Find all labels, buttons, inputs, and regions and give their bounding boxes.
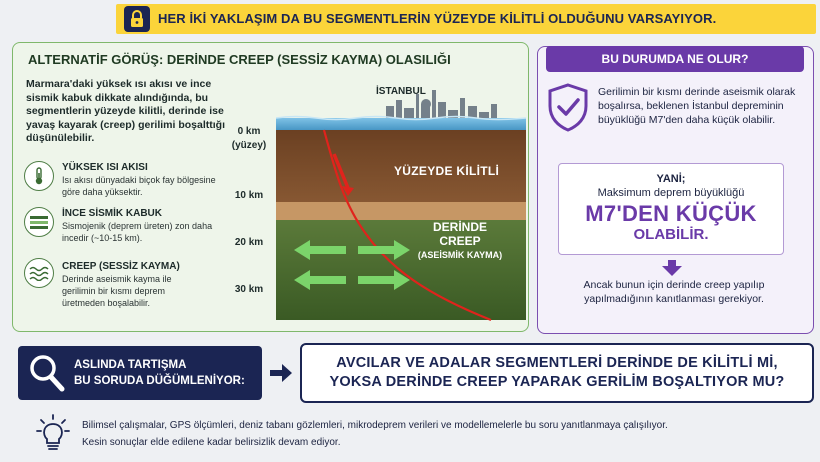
thermometer-icon: [24, 161, 54, 191]
summary-highlight: M7'DEN KÜÇÜK: [585, 201, 757, 226]
footer-line: Kesin sonuçlar elde edilene kadar belirsizlik devam ediyor.: [82, 437, 341, 448]
consequence-tab: [546, 46, 804, 72]
fault-cross-section: [276, 84, 526, 324]
magnifier-icon: [28, 353, 66, 398]
key-question-text: [302, 354, 812, 392]
debate-label-line: ASLINDA TARTIŞMA: [74, 359, 187, 371]
creep-label-line: (ASEİSMİK KAYMA): [417, 250, 503, 260]
lock-icon: [124, 6, 150, 32]
depth-label: 0 km: [237, 126, 261, 137]
debate-label-text: [74, 357, 245, 389]
shield-check-icon: [546, 82, 590, 137]
footer-line: Bilimsel çalışmalar, GPS ölçümleri, deniz tabanı gözlemleri, mikrodeprem verileri ve modellemelerle bu soru yanıtlanmaya çalışılıyor.: [82, 420, 668, 431]
key-question-line: AVCILAR VE ADALAR SEGMENTLERİ DERİNDE DE KİLİTLİ Mİ,: [336, 355, 778, 371]
summary-highlight-2: OLABİLİR.: [633, 226, 709, 243]
summary-label: YANİ;: [656, 173, 686, 185]
city-label: İSTANBUL: [376, 86, 426, 97]
arrow-right-icon: [270, 363, 292, 388]
depth-label: (yüzey): [231, 140, 267, 151]
feature-desc: Isı akısı dünyadaki biçok fay bölgesine göre daha yüksektir.: [62, 175, 216, 197]
feature-desc: Sismojenik (deprem üreten) zon daha incedir (~10-15 km).: [62, 221, 213, 243]
waves-icon: [24, 258, 54, 288]
intro-text: Marmara'daki yüksek ısı akısı ve ince sismik kabuk dikkate alındığında, bu segmentlerin yüzeyde kilitli, derinde ise yavaş kayarak (creep) gerilimi boşalttığı düşünülebilir.: [26, 78, 226, 144]
layers-icon: [24, 207, 54, 237]
key-question-box: [300, 343, 814, 403]
summary-box: [558, 163, 784, 255]
depth-label: 20 km: [234, 237, 264, 248]
feature-desc: Derinde aseismik kayma ile gerilimin bir kısmı deprem üretmeden boşalabilir.: [62, 274, 172, 308]
debate-label-box: [18, 346, 262, 400]
locked-label: YÜZEYDE KİLİTLİ: [394, 164, 500, 178]
summary-line: Maksimum deprem büyüklüğü: [597, 187, 745, 199]
feature-title: YÜKSEK ISI AKISI: [62, 162, 148, 173]
feature-title: İNCE SİSMİK KABUK: [62, 208, 163, 219]
top-banner: [116, 4, 816, 34]
lightbulb-icon: [36, 414, 70, 459]
panel-title: ALTERNATİF GÖRÜŞ: DERİNDE CREEP (SESSİZ KAYMA) OLASILIĞI: [28, 52, 451, 67]
consequence-tab-text: BU DURUMDA NE OLUR?: [601, 52, 749, 66]
feature-title: CREEP (SESSİZ KAYMA): [62, 261, 180, 272]
debate-label-line: BU SORUDA DÜĞÜMLENİYOR:: [74, 375, 245, 387]
depth-label: 10 km: [234, 190, 264, 201]
consequence-text: Gerilimin bir kısmı derinde aseismik olarak boşalırsa, beklenen İstanbul depreminin büyüklüğü M7'den daha küçük olabilir.: [598, 86, 796, 126]
top-banner-text: HER İKİ YAKLAŞIM DA BU SEGMENTLERİN YÜZEYDE KİLİTLİ OLDUĞUNU VARSAYIYOR.: [158, 11, 717, 26]
key-question-line: YOKSA DERİNDE CREEP YAPARAK GERİLİM BOŞALTIYOR MU?: [329, 374, 785, 390]
creep-label-line: CREEP: [439, 234, 481, 248]
creep-label: [410, 220, 510, 262]
depth-label: 30 km: [234, 284, 264, 295]
creep-label-line: DERİNDE: [432, 220, 487, 234]
consequence-note: Ancak bunun için derinde creep yapılıp yapılmadığının kanıtlanması gerekiyor.: [583, 279, 765, 305]
